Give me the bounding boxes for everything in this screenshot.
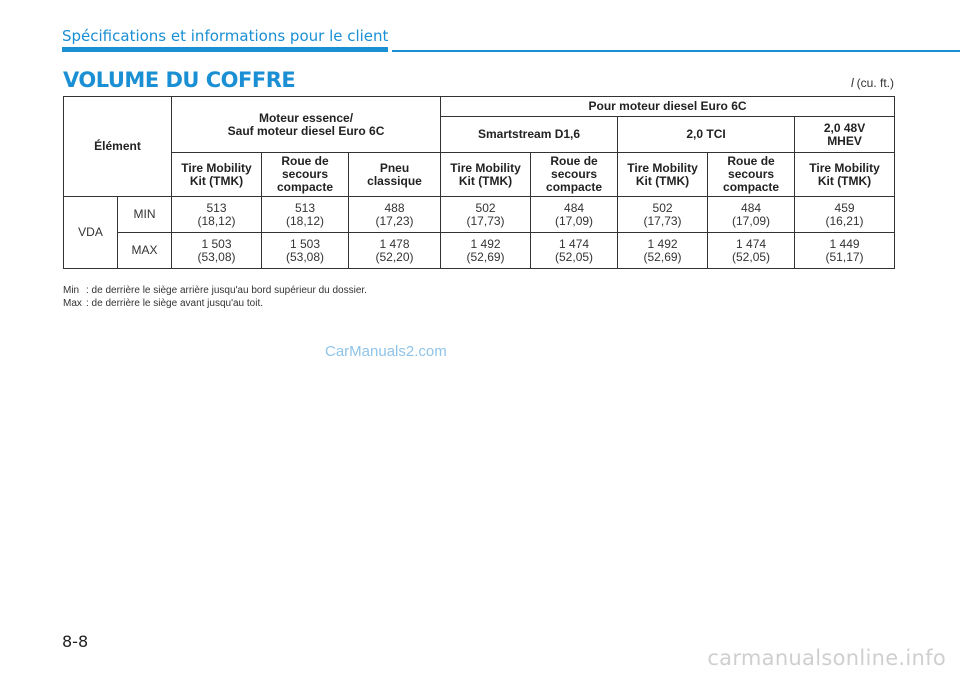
sub-column-label: Tire Mobility Kit (TMK) xyxy=(627,160,698,188)
sub-column-label: Roue de secours compacte xyxy=(546,154,603,194)
footer-watermark: carmanualsonline.info xyxy=(707,646,946,670)
engine-header-smartstream xyxy=(441,117,618,153)
table-row xyxy=(64,197,895,233)
note-text: : de derrière le siège avant jusqu'au toit. xyxy=(86,298,264,309)
page-number: 8-8 xyxy=(62,632,89,651)
cell-value: 502 (17,73) xyxy=(643,200,682,228)
cell-value: 513 (18,12) xyxy=(285,200,325,228)
table-cell xyxy=(708,233,795,269)
sub-column-header xyxy=(349,153,441,197)
diesel-engine-header: Pour moteur diesel Euro 6C xyxy=(441,97,895,117)
header-rule-thin xyxy=(392,50,960,52)
unit-text: (cu. ft.) xyxy=(856,76,894,90)
cell-value: 1 474 (52,05) xyxy=(555,236,594,264)
section-title: VOLUME DU COFFRE xyxy=(63,68,296,92)
table-cell xyxy=(531,197,618,233)
table-cell xyxy=(441,197,531,233)
table-cell xyxy=(618,197,708,233)
table-cell xyxy=(531,233,618,269)
note-max xyxy=(63,297,367,310)
table-cell xyxy=(172,233,262,269)
cell-value: 459 (16,21) xyxy=(825,200,864,228)
engine-header-tci xyxy=(618,117,795,153)
table-cell xyxy=(708,197,795,233)
table-row xyxy=(64,233,895,269)
table-cell xyxy=(618,233,708,269)
sub-column-label: Tire Mobility Kit (TMK) xyxy=(450,160,521,188)
sub-column-label: Pneu classique xyxy=(367,160,422,188)
sub-column-header xyxy=(618,153,708,197)
table-cell xyxy=(262,197,349,233)
table-cell xyxy=(795,233,895,269)
engine-label: 2,0 48V MHEV xyxy=(823,120,866,148)
sub-column-header xyxy=(262,153,349,197)
sub-column-label: Roue de secours compacte xyxy=(723,154,780,194)
chapter-title: Spécifications et informations pour le client xyxy=(62,27,389,45)
element-header: Élément xyxy=(64,97,172,197)
engine-label: 2,0 TCI xyxy=(686,127,726,141)
sub-column-header xyxy=(441,153,531,197)
cell-value: 484 (17,09) xyxy=(732,200,771,228)
petrol-engine-label: Moteur essence/ Sauf moteur diesel Euro 6C xyxy=(227,110,385,138)
table-cell xyxy=(172,197,262,233)
sub-column-header xyxy=(172,153,262,197)
cell-value: 1 449 (51,17) xyxy=(825,236,864,264)
cell-value: 513 (18,12) xyxy=(197,200,236,228)
engine-header-mhev xyxy=(795,117,895,153)
sub-column-label: Tire Mobility Kit (TMK) xyxy=(809,160,880,188)
cell-value: 1 474 (52,05) xyxy=(732,236,771,264)
engine-label: Smartstream D1,6 xyxy=(478,127,581,141)
watermark-link[interactable]: CarManuals2.com xyxy=(325,343,447,360)
table-cell xyxy=(349,197,441,233)
sub-column-header xyxy=(708,153,795,197)
trunk-volume-table xyxy=(63,96,895,269)
cell-value: 1 492 (52,69) xyxy=(643,236,682,264)
header-rule-thick xyxy=(62,47,388,52)
table-cell xyxy=(795,197,895,233)
table-cell xyxy=(349,233,441,269)
cell-value: 484 (17,09) xyxy=(555,200,594,228)
note-key: Max xyxy=(63,298,82,309)
note-min xyxy=(63,284,367,297)
table-cell xyxy=(262,233,349,269)
table-cell xyxy=(441,233,531,269)
sub-column-header xyxy=(531,153,618,197)
sub-column-label: Roue de secours compacte xyxy=(276,154,334,194)
row-label: MIN xyxy=(118,197,172,233)
note-key: Min xyxy=(63,285,80,296)
unit-symbol: l xyxy=(850,76,854,90)
cell-value: 1 478 (52,20) xyxy=(375,236,414,264)
note-text: : de derrière le siège arrière jusqu'au bord supérieur du dossier. xyxy=(86,285,367,296)
table-notes xyxy=(63,284,367,310)
row-label: MAX xyxy=(118,233,172,269)
cell-value: 488 (17,23) xyxy=(375,200,414,228)
cell-value: 1 492 (52,69) xyxy=(466,236,505,264)
unit-label xyxy=(851,76,894,90)
sub-column-label: Tire Mobility Kit (TMK) xyxy=(181,160,252,188)
sub-column-header xyxy=(795,153,895,197)
row-group-label: VDA xyxy=(64,197,118,269)
cell-value: 1 503 (53,08) xyxy=(285,236,325,264)
petrol-engine-header xyxy=(172,97,441,153)
cell-value: 1 503 (53,08) xyxy=(197,236,236,264)
cell-value: 502 (17,73) xyxy=(466,200,505,228)
